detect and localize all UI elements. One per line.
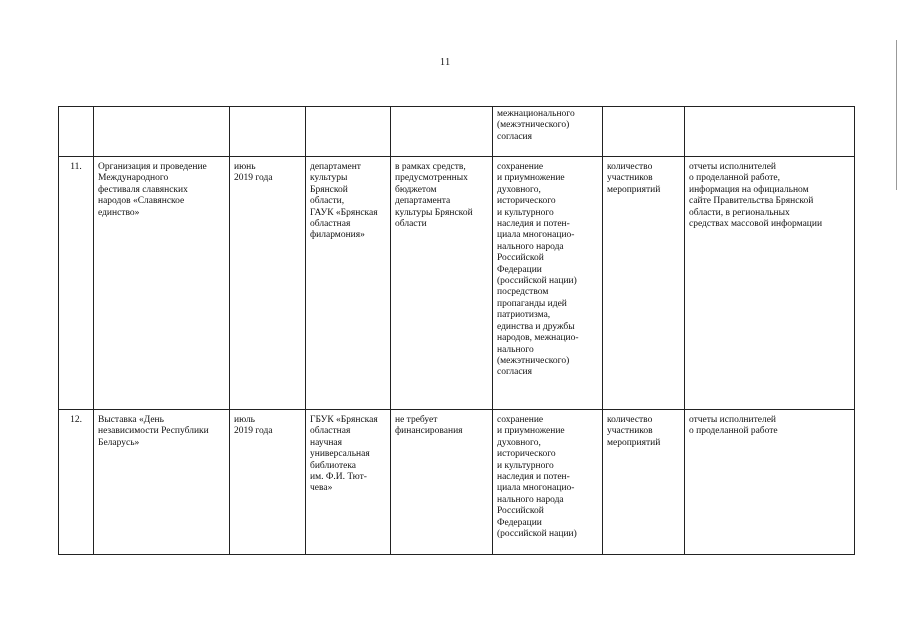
date-cell: июль 2019 года (230, 410, 306, 555)
row-number-cell (59, 107, 94, 157)
date-cell: июнь 2019 года (230, 157, 306, 410)
reporting-cell: отчеты исполнителей о проделанной работе (685, 410, 855, 555)
date-cell (230, 107, 306, 157)
goal-cell: межнационального (межэтнического) согласия (493, 107, 603, 157)
table-row (59, 157, 855, 410)
indicator-cell: количество участников мероприятий (603, 157, 685, 410)
reporting-cell (685, 107, 855, 157)
goal-cell: сохранение и приумножение духовного, исторического и культурного наследия и потен- циала многонацио- нального народа Российской Федерации (российской нации) посредством пропаганды идей патриотизма, единства и дружбы народов, межнацио- нального (межэтнического) согласия (493, 157, 603, 410)
page-number: 11 (440, 57, 451, 68)
indicator-cell (603, 107, 685, 157)
indicator-cell: количество участников мероприятий (603, 410, 685, 555)
reporting-cell: отчеты исполнителей о проделанной работе, информация на официальном сайте Правительства Брянской области, в региональных средствах массовой информации (685, 157, 855, 410)
goal-cell: сохранение и приумножение духовного, исторического и культурного наследия и потен- циала многонацио- нального народа Российской Федерации (российской нации) (493, 410, 603, 555)
table-row (59, 107, 855, 157)
event-cell: Организация и проведение Международного фестиваля славянских народов «Славянское единство» (94, 157, 230, 410)
executor-cell: ГБУК «Брянская областная научная универсальная библиотека им. Ф.И. Тют- чева» (306, 410, 391, 555)
row-number-cell: 12. (59, 410, 94, 555)
executor-cell: департамент культуры Брянской области, ГАУК «Брянская областная филармония» (306, 157, 391, 410)
executor-cell (306, 107, 391, 157)
event-cell: Выставка «День независимости Республики Беларусь» (94, 410, 230, 555)
row-number-cell: 11. (59, 157, 94, 410)
table-row (59, 410, 855, 555)
event-cell (94, 107, 230, 157)
funding-cell (391, 107, 493, 157)
events-table (58, 106, 855, 555)
funding-cell: не требует финансирования (391, 410, 493, 555)
funding-cell: в рамках средств, предусмотренных бюджетом департамента культуры Брянской области (391, 157, 493, 410)
page-edge-line (896, 40, 897, 190)
